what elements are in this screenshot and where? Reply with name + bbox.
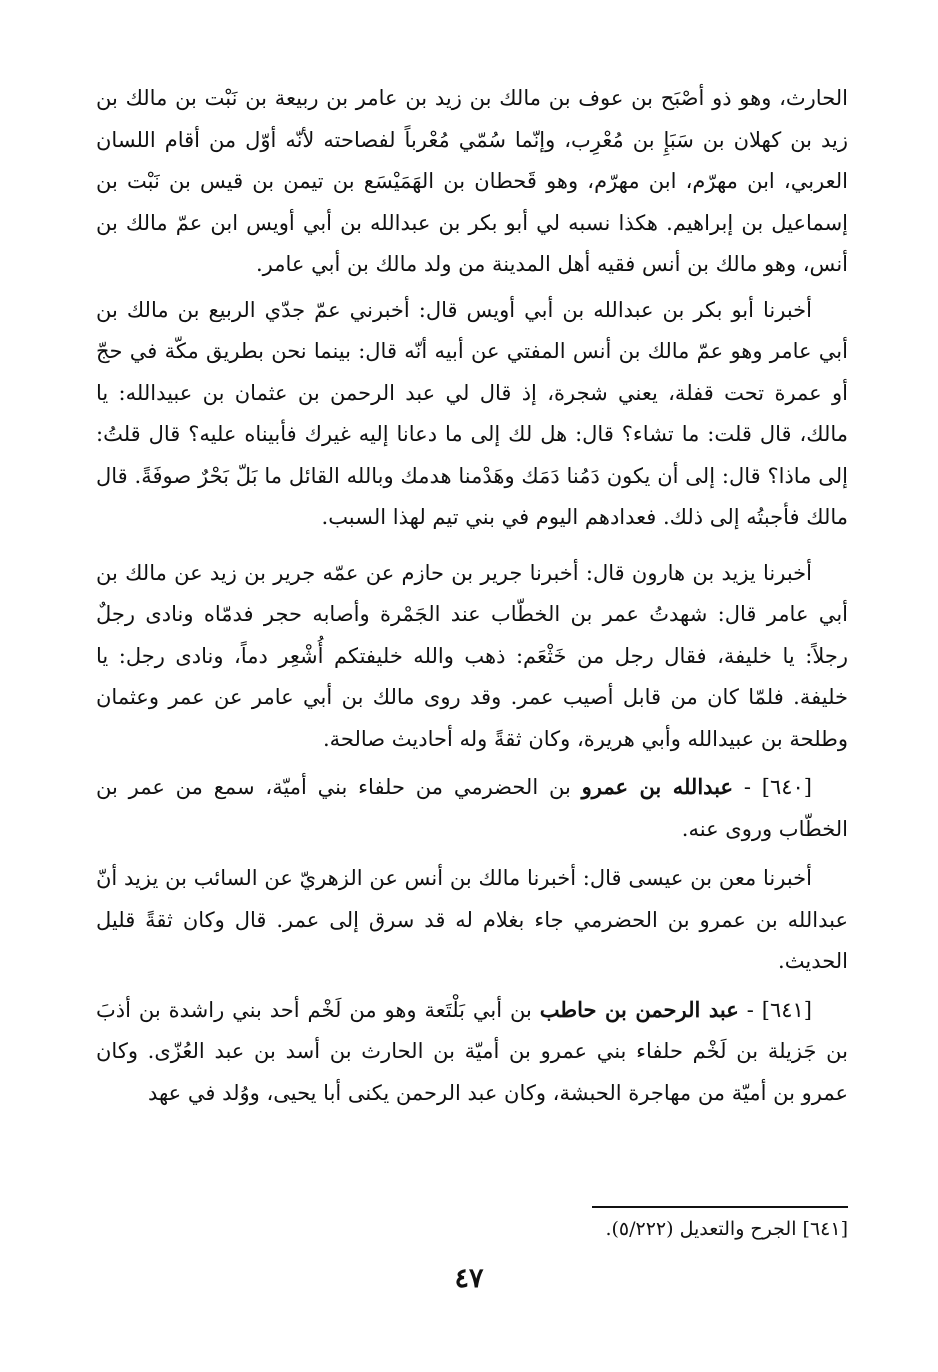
entry-640-text: بن الحضرمي من حلفاء بني أميّة، سمع من عمر بن الخطّاب وروى عنه. [96, 775, 848, 841]
page-body [96, 78, 848, 1114]
footnote: [٦٤١] الجرح والتعديل (٥/٢٢٢). [605, 1218, 848, 1240]
entry-640-number: [٦٤٠] - [743, 775, 812, 799]
entry-641 [96, 989, 848, 1115]
entry-641-text: بن أبي بَلْتَعة وهو من لَخْم أحد بني راشدة بن أذبَ بن جَزيلة بن لَخْم حلفاء بني عمرو بن أميّة بن الحارث بن أسد بن عبد العُزّى. وكان عمرو بن أميّة من مهاجرة الحبشة، وكان عبد الرحمن يكنى أبا يحيى، ووُلد في عهد [96, 997, 848, 1105]
footnote-divider [592, 1206, 848, 1208]
entry-640-name: عبدالله بن عمرو [581, 774, 734, 799]
paragraph-1: الحارث، وهو ذو أصْبَح بن عوف بن مالك بن زيد بن عامر بن ربيعة بن نَبْت بن مالك بن زيد بن كهلان بن سَبَإِ بن مُعْرِب، وإنّما سُمّي مُعْرباً لفصاحته لأنّه أوّل من أقام اللسان العربي، ابن مهرّم، ابن مهرّم، وهو قَحطان بن الهَمَيْسَع بن تيمن بن قيس بن نَبْت بن إسماعيل بن إبراهيم. هكذا نسبه لي أبو بكر بن عبدالله بن أبي أويس ابن عمّ مالك بن أنس، وهو مالك بن أنس فقيه أهل المدينة من ولد مالك بن أبي عامر. [96, 86, 848, 276]
paragraph-3: أخبرنا يزيد بن هارون قال: أخبرنا جرير بن حازم عن عمّه جرير بن زيد عن مالك بن أبي عامر قال: شهدتُ عمر بن الخطّاب عند الجَمْرة وأصابه حجر فدمّاه ونادى رجلٌ رجلاً: يا خليفة، فقال رجل من خَثْعَم: ذهب والله خليفتكم أُشْعِر دماً، ونادى رجل: يا خليفة. فلمّا كان من قابل أصيب عمر. وقد روى مالك بن أبي عامر عن عمر وعثمان وطلحة بن عبيدالله وأبي هريرة، وكان ثقةً وله أحاديث صالحة. [96, 560, 848, 751]
entry-641-name: عبد الرحمن بن حاطب [539, 996, 739, 1022]
entry-640 [96, 766, 848, 850]
page-number: ٤٧ [454, 1263, 484, 1294]
paragraph-5: أخبرنا معن بن عيسى قال: أخبرنا مالك بن أنس عن الزهريّ عن السائب بن يزيد أنّ عبدالله بن عمرو بن الحضرمي جاء بغلام له قد سرق إلى عمر. قال وكان ثقةً قليل الحديث. [96, 866, 848, 973]
paragraph-2: أخبرنا أبو بكر بن عبدالله بن أبي أويس قال: أخبرني عمّ جدّي الربيع بن مالك بن أبي عامر وهو عمّ مالك بن أنس المفتي عن أبيه أنّه قال: بينما نحن بطريق مكّة في حجّ أو عمرة تحت قفلة، يعني شجرة، إذ قال لي عبد الرحمن بن عثمان بن عبيدالله: يا مالك، قال قلت: ما تشاء؟ قال: هل لك إلى ما دعانا إليه غيرك فأبيناه عليه؟ قال قلتُ: إلى ماذا؟ قال: إلى أن يكون دَمُنا دَمَك وهَدْمنا هدمك وبالله القائل ما بَلّ بَحْرٌ صوفَةً. قال مالك فأجبتُه إلى ذلك. فعدادهم اليوم في بني تيم لهذا السبب. [96, 297, 848, 529]
entry-641-number: [٦٤١] - [746, 997, 812, 1022]
